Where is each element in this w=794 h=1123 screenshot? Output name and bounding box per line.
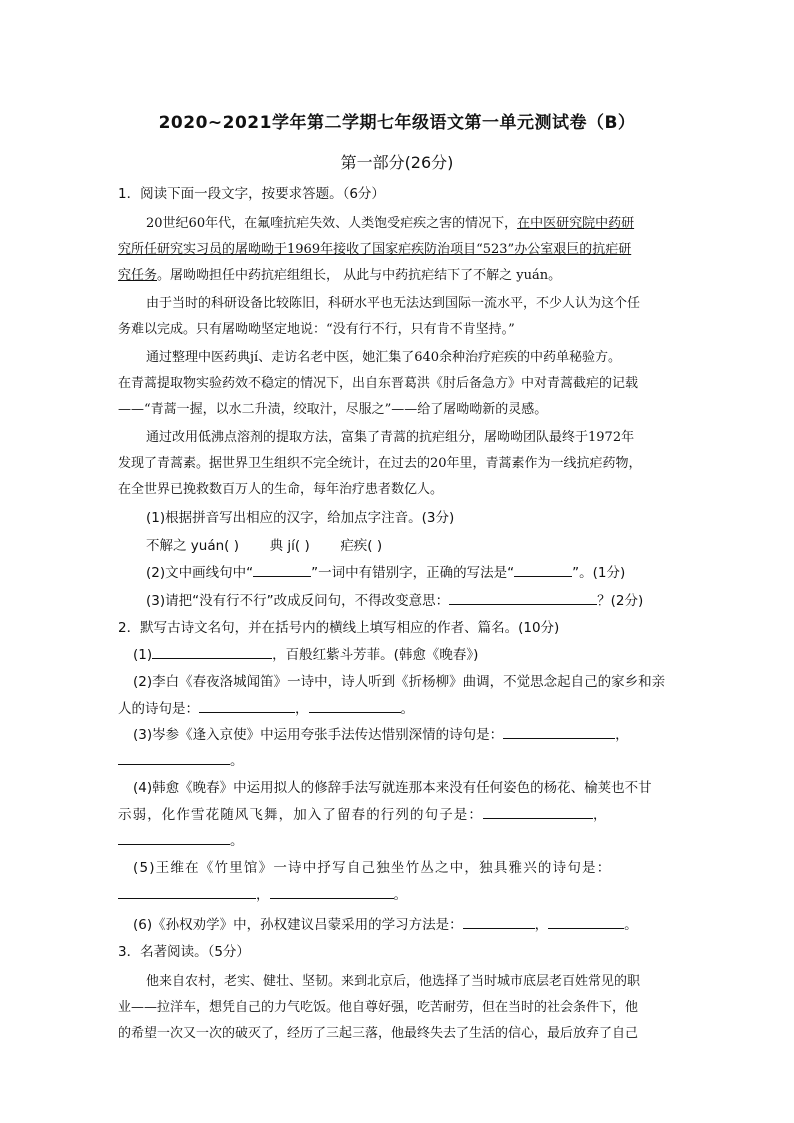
item-text: ， bbox=[593, 807, 608, 823]
subquestion-text: (3)请把“没有行不行”改成反问句，不得改变意思： bbox=[146, 593, 450, 609]
q2-item-2-line-1: (2)李白《春夜洛城闻笛》一诗中，诗人听到《折杨柳》曲调，不觉思念起自己的家乡和亲 bbox=[133, 674, 666, 690]
item-text: ， bbox=[534, 917, 549, 933]
answer-blank[interactable] bbox=[270, 884, 394, 899]
passage-text: 。屠呦呦担任中药抗疟组组长， 从此与中药抗疟结下了不解之 yuán。 bbox=[157, 268, 562, 283]
q1-paragraph-3-line-3: ——“青蒿一握，以水二升渍，绞取汁，尽服之”——给了屠呦呦新的灵感。 bbox=[118, 402, 548, 417]
q3-passage-line-2: 业——拉洋车，想凭自己的力气吃饭。他自尊好强，吃苦耐劳，但在当时的社会条件下，他 bbox=[118, 1000, 639, 1015]
answer-blank[interactable] bbox=[199, 698, 295, 713]
q1-paragraph-1-line-2: 究所任研究实习员的屠呦呦于1969年接收了国家疟疾防治项目“523”办公室艰巨的抗疟研 bbox=[118, 242, 632, 257]
q1-paragraph-4-line-1: 通过改用低沸点溶剂的提取方法，富集了青蒿的抗疟组分，屠呦呦团队最终于1972年 bbox=[146, 430, 635, 445]
q2-heading: 2．默写古诗文名句，并在括号内的横线上填写相应的作者、篇名。(10分) bbox=[118, 620, 560, 636]
item-text: (6)《孙权劝学》中，孙权建议吕蒙采用的学习方法是： bbox=[133, 917, 463, 933]
item-text: (1) bbox=[133, 647, 153, 663]
item-text: 。 bbox=[400, 701, 414, 717]
answer-blank[interactable] bbox=[449, 590, 597, 605]
answer-blank[interactable] bbox=[152, 644, 272, 659]
item-text: 。 bbox=[624, 917, 638, 933]
answer-item[interactable]: 疟疾( ) bbox=[340, 538, 383, 554]
section-subtitle: 第一部分(26分) bbox=[340, 153, 454, 172]
q1-subquestion-2 bbox=[146, 562, 625, 583]
item-text: 人的诗句是： bbox=[118, 701, 199, 717]
answer-blank[interactable] bbox=[548, 914, 624, 929]
item-text: 。 bbox=[393, 887, 407, 903]
q1-paragraph-2-line-2: 务难以完成。只有屠呦呦坚定地说：“没有行不行，只有肯不肯坚持。” bbox=[118, 322, 515, 337]
q2-item-2-line-2 bbox=[118, 698, 414, 719]
q2-item-5-line-2 bbox=[118, 884, 407, 905]
q1-paragraph-4-line-2: 发现了青蒿素。据世界卫生组织不完全统计，在过去的20年里，青蒿素作为一线抗疟药物， bbox=[118, 456, 642, 471]
q1-subquestion-1-items bbox=[146, 536, 382, 556]
passage-text: 20世纪60年代，在氟喹抗疟失效、人类饱受疟疾之害的情况下， bbox=[146, 216, 518, 231]
item-text: 示弱，化作雪花随风飞舞，加入了留春的行列的句子是： bbox=[118, 807, 483, 823]
item-text: (3)岑参《逢入京使》中运用夸张手法传达惜别深情的诗句是： bbox=[133, 727, 504, 743]
subquestion-text: ”一词中有错别字，正确的写法是“ bbox=[311, 565, 515, 581]
answer-blank[interactable] bbox=[483, 804, 593, 819]
q3-passage-line-1: 他来自农村，老实、健壮、坚韧。来到北京后，他选择了当时城市底层老百姓常见的职 bbox=[146, 974, 641, 989]
answer-blank[interactable] bbox=[118, 830, 230, 845]
q2-item-4-line-1: (4)韩愈《晚春》中运用拟人的修辞手法写就连那本来没有任何姿色的杨花、榆荚也不甘 bbox=[133, 780, 652, 796]
item-text: ，百般红紫斗芳菲。(韩愈《晚春》) bbox=[272, 647, 479, 663]
q3-passage-line-3: 的希望一次又一次的破灭了，经历了三起三落，他最终失去了生活的信心，最后放弃了自己 bbox=[118, 1026, 639, 1041]
subquestion-text: ？(2分) bbox=[597, 593, 644, 609]
answer-blank[interactable] bbox=[118, 750, 230, 765]
subquestion-text: ”。(1分) bbox=[572, 565, 626, 581]
q1-paragraph-3-line-2: 在青蒿提取物实验药效不稳定的情况下，出自东晋葛洪《肘后备急方》中对青蒿截疟的记载 bbox=[118, 376, 639, 391]
q1-subquestion-1: (1)根据拼音写出相应的汉字，给加点字注音。(3分) bbox=[146, 510, 455, 526]
q2-item-3-line-1 bbox=[133, 724, 629, 745]
q2-item-3-line-2 bbox=[118, 750, 244, 771]
answer-blank[interactable] bbox=[514, 562, 572, 577]
q1-paragraph-2-line-1: 由于当时的科研设备比较陈旧，科研水平也无法达到国际一流水平，不少人认为这个任 bbox=[146, 296, 641, 311]
q2-item-6 bbox=[133, 914, 638, 935]
q2-item-4-line-3 bbox=[118, 830, 244, 851]
item-text: ， bbox=[256, 887, 270, 903]
q1-paragraph-4-line-3: 在全世界已挽救数百万人的生命，每年治疗患者数亿人。 bbox=[118, 482, 444, 497]
q1-paragraph-1-line-3 bbox=[118, 266, 561, 286]
exam-title: 2020~2021学年第二学期七年级语文第一单元测试卷（B） bbox=[158, 113, 636, 133]
q1-heading: 1．阅读下面一段文字，按要求答题。（6分） bbox=[118, 186, 385, 202]
item-text: ， bbox=[615, 727, 629, 743]
answer-blank[interactable] bbox=[118, 884, 256, 899]
q2-item-5-line-1: (5)王维在《竹里馆》一诗中抒写自己独坐竹丛之中，独具雅兴的诗句是： bbox=[133, 860, 612, 876]
q3-heading: 3．名著阅读。（5分） bbox=[118, 944, 250, 960]
answer-blank[interactable] bbox=[309, 698, 401, 713]
q2-item-4-line-2 bbox=[118, 804, 608, 825]
underlined-sentence-end: 究任务 bbox=[118, 268, 158, 283]
answer-blank[interactable] bbox=[463, 914, 535, 929]
underlined-sentence: 在中医研究院中药研 bbox=[517, 216, 635, 231]
item-text: 。 bbox=[230, 753, 244, 769]
q2-item-1 bbox=[133, 644, 478, 665]
answer-item[interactable]: 典 jí( ) bbox=[269, 538, 310, 554]
answer-blank[interactable] bbox=[503, 724, 615, 739]
q1-subquestion-3 bbox=[146, 590, 643, 611]
item-text: 。 bbox=[230, 833, 244, 849]
answer-item[interactable]: 不解之 yuán( ) bbox=[146, 538, 239, 554]
subquestion-text: (2)文中画线句中“ bbox=[146, 565, 254, 581]
q1-paragraph-1-line-1 bbox=[146, 214, 634, 234]
item-text: ， bbox=[295, 701, 309, 717]
answer-blank[interactable] bbox=[253, 562, 311, 577]
q1-paragraph-3-line-1: 通过整理中医药典jí、走访名老中医，她汇集了640余种治疗疟疾的中药单秘验方。 bbox=[146, 350, 622, 365]
